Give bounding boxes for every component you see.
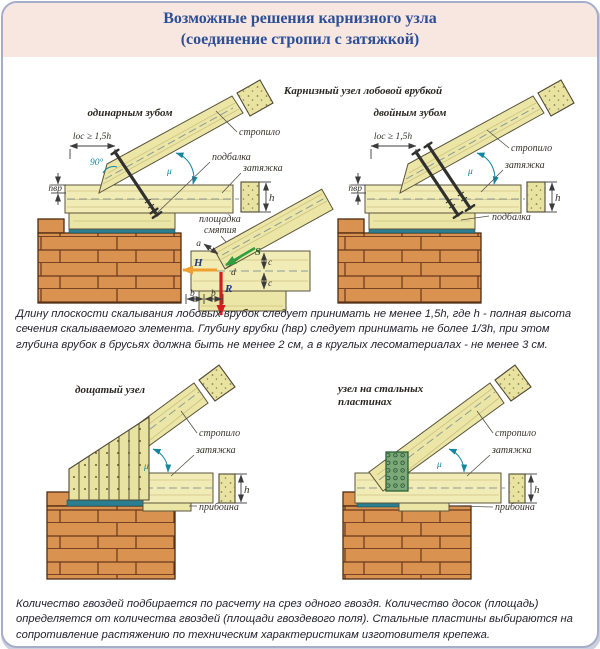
note-bottom: Количество гвоздей подбирается по расчету на срез одного гвоздя. Количество досок (площадь) определяется от количества гвоздей (площади гвоздевого поля). Стальные пластины выбираются на сопротивление растяжению по техническим характеристикам изготовителя крепежа. [16, 598, 573, 641]
heading-steel-plates-2: пластинах [338, 396, 392, 408]
brick-step [338, 219, 364, 233]
subbeam-label: подбалка [492, 212, 531, 223]
tie-label: затяжка [492, 445, 532, 456]
page-title-line1: Возможные решения карнизного узла [163, 10, 437, 27]
dim-loc-label: lос ≥ 1,5h [373, 132, 413, 142]
crush-area-label-2: смятия [204, 225, 237, 236]
nail-board-label: прибоина [199, 502, 239, 513]
page-title-line2: (соединение стропил с затяжкой) [180, 30, 420, 48]
angle-mu-label: μ [437, 460, 442, 470]
brick-wall [47, 506, 175, 579]
brick-wall [343, 506, 471, 579]
tie-beam [65, 185, 233, 213]
heading-single-tooth: одинарным зубом [87, 107, 173, 119]
dim-d-label: d [231, 268, 236, 278]
heading-plank-node: дощатый узел [75, 384, 145, 396]
tie-label: затяжка [505, 160, 545, 171]
dim-hvr-label: hвр [48, 184, 62, 194]
force-s-label: S [255, 247, 261, 258]
brick-wall [338, 233, 481, 303]
rafter-label: стропило [495, 428, 537, 439]
dim-b1-label: b [190, 289, 195, 299]
dim-c1-label: c [268, 258, 273, 268]
note-middle: Длину плоскости скалывания лобовых врубок следует принимать не менее 1,5h, где h - полная высота сечения скалываемого элемента. Глубину врубки (hвр) следует принимать не более 1/3h, при этом глубина врубок в брусьях должна быть не менее 2 см, а в круглых лесоматериалах - не менее 3 см. [16, 308, 572, 351]
angle-mu-label: μ [468, 167, 473, 177]
dim-loc-label: lос ≥ 1,5h [72, 132, 112, 142]
diagram-plank-node [47, 365, 250, 579]
force-r-label: R [225, 283, 233, 295]
damp-layer [67, 500, 147, 506]
dim-hvr-label: hвр [348, 184, 362, 194]
subbeam-label: подбалка [212, 152, 251, 163]
force-h-label: H [194, 257, 203, 269]
dim-a-label: a [196, 239, 201, 249]
rafter-label: стропило [511, 143, 553, 154]
dim-h-label: h [269, 192, 275, 204]
nail-board [143, 503, 191, 511]
dim-h-label: h [534, 484, 540, 496]
nail-board-label: прибоина [495, 502, 535, 513]
angle-90-label: 90° [90, 158, 104, 168]
dim-h-label: h [555, 192, 561, 204]
rafter-label: стропило [239, 127, 281, 138]
tie-label: затяжка [243, 163, 283, 174]
rafter-label: стропило [199, 428, 241, 439]
tie-beam [143, 473, 213, 503]
dim-c2-label: c [268, 279, 273, 289]
tie-label: затяжка [196, 445, 236, 456]
dim-b2-label: b [211, 289, 216, 299]
brick-step [38, 219, 64, 233]
heading-steel-plates-1: узел на стальных [338, 383, 424, 395]
brick-wall [38, 233, 181, 303]
heading-double-tooth: двойным зубом [373, 107, 447, 119]
crush-area-label-1: площадка [199, 214, 241, 225]
nail-board [399, 503, 449, 511]
infographic-page [1, 1, 599, 648]
angle-mu-label: μ [167, 167, 172, 177]
heading-front-notch: Карнизный узел лобовой врубкой [283, 85, 443, 97]
angle-mu-label: μ [144, 462, 149, 472]
dim-h-label: h [244, 484, 250, 496]
